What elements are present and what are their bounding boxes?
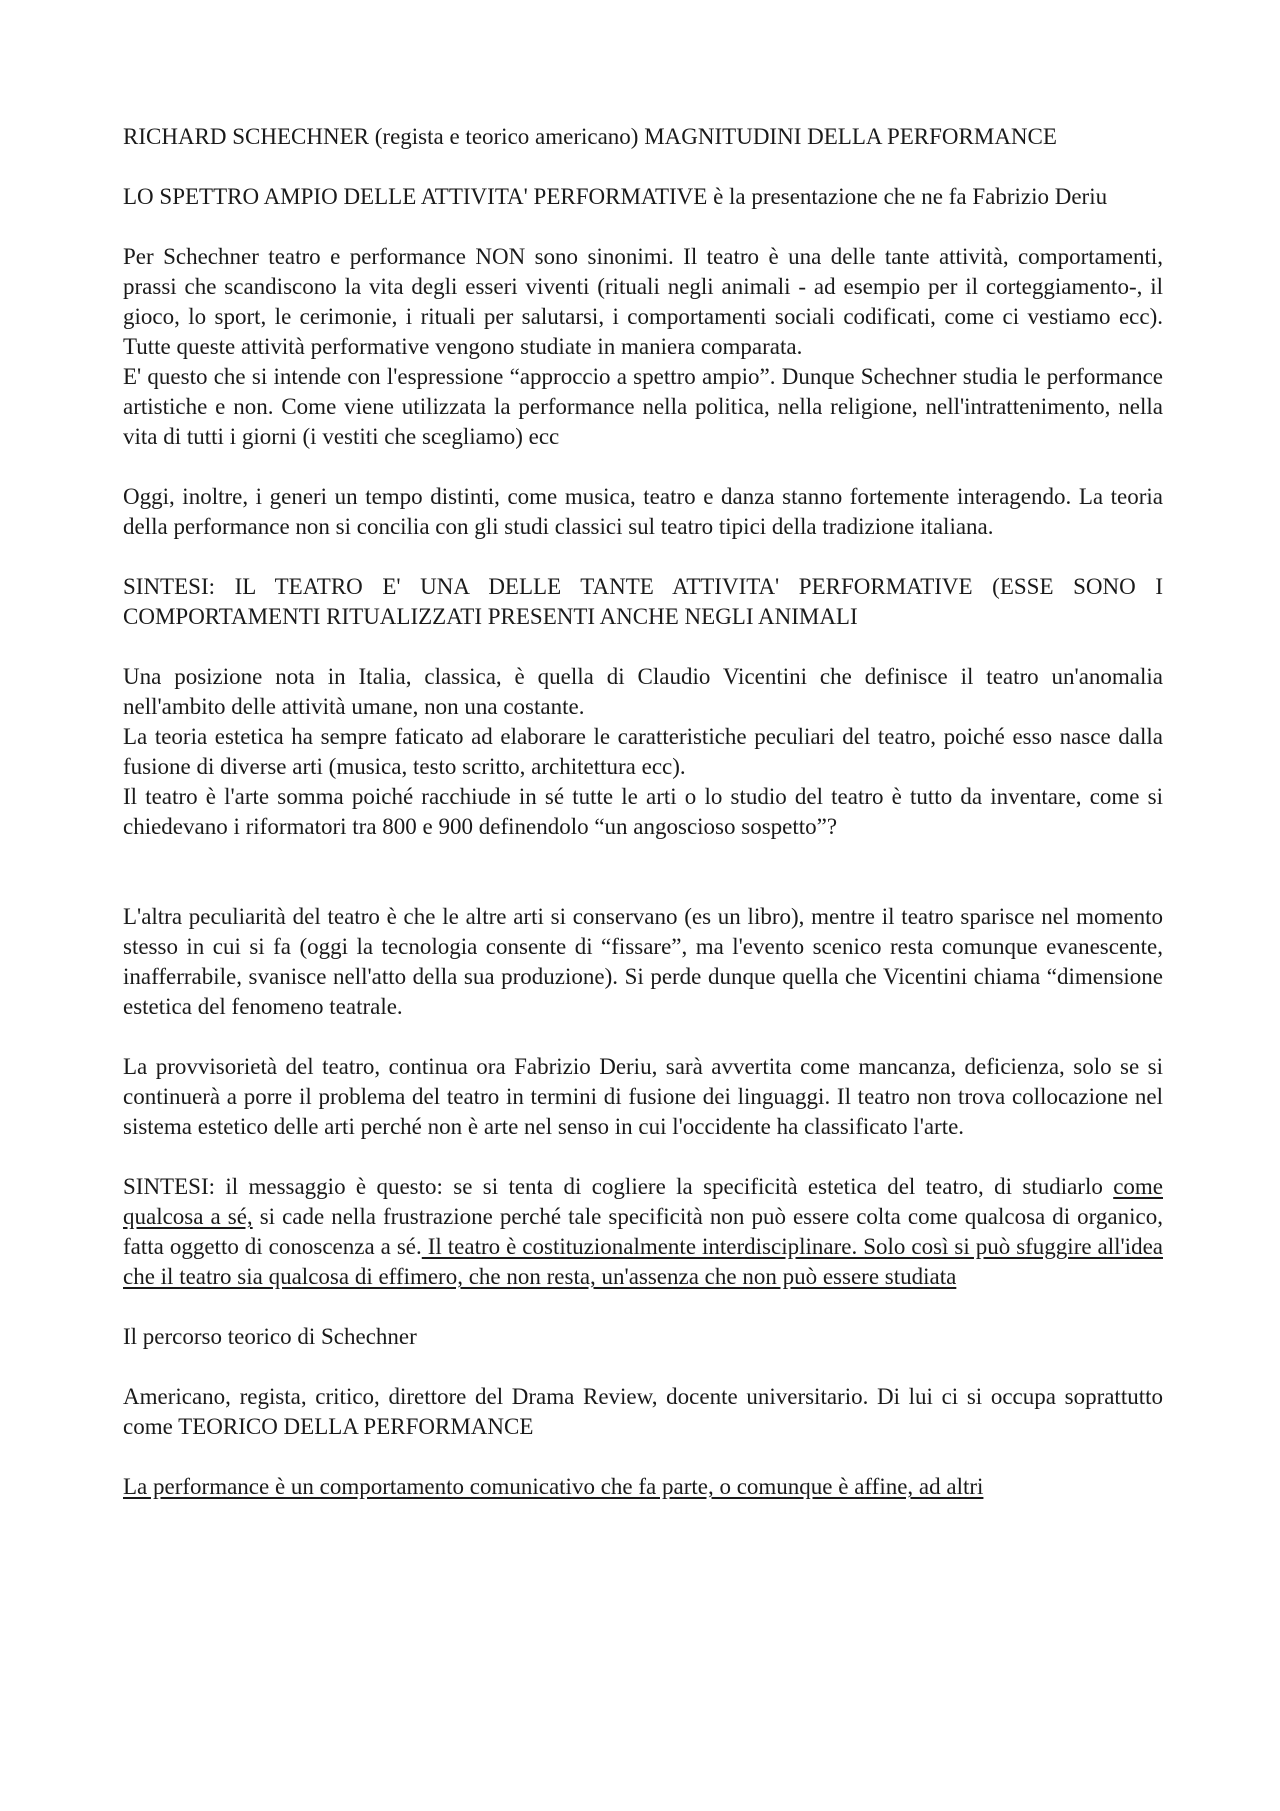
biography-paragraph: Americano, regista, critico, direttore del Drama Review, docente universitario. Di lui ci si occupa soprattutto come TEORICO DELLA PERFORMANCE xyxy=(123,1384,1163,1439)
peculiarity-paragraph: L'altra peculiarità del teatro è che le altre arti si conservano (es un libro), mentre il teatro sparisce nel momento stesso in cui si fa (oggi la tecnologia consente di “fissare”, ma l'evento scenico resta comunque evanescente, inafferrabile, svanisce nell'atto della sua produzione). Si perde dunque quella che Vicentini chiama “dimensione estetica del fenomeno teatrale. xyxy=(123,904,1163,1019)
title-paragraph: RICHARD SCHECHNER (regista e teorico americano) MAGNITUDINI DELLA PERFORMANCE xyxy=(123,124,1057,149)
theatre-art-paragraph: Il teatro è l'arte somma poiché racchiude in sé tutte le arti o lo studio del teatro è tutto da inventare, come si chiedevano i riformatori tra 800 e 900 definendolo “un angoscioso sospetto”? xyxy=(123,784,1163,839)
summary-2-start: SINTESI: il messaggio è questo: se si tenta di cogliere la specificità estetica del teatro, di studiarlo xyxy=(123,1174,1114,1199)
spectrum-paragraph: LO SPETTRO AMPIO DELLE ATTIVITA' PERFORMATIVE è la presentazione che ne fa Fabrizio Deriu xyxy=(123,184,1108,209)
section-heading: Il percorso teorico di Schechner xyxy=(123,1324,417,1349)
summary-1-paragraph: SINTESI: IL TEATRO E' UNA DELLE TANTE ATTIVITA' PERFORMATIVE (ESSE SONO I COMPORTAMENTI RITUALIZZATI PRESENTI ANCHE NEGLI ANIMALI xyxy=(123,574,1163,629)
vicentini-paragraph: Una posizione nota in Italia, classica, è quella di Claudio Vicentini che definisce il teatro un'anomalia nell'ambito delle attività umane, non una costante. xyxy=(123,664,1163,719)
provisional-paragraph: La provvisorietà del teatro, continua ora Fabrizio Deriu, sarà avvertita come mancanza, deficienza, solo se si continuerà a porre il problema del teatro in termini di fusione dei linguaggi. Il teatro non trova collocazione nel sistema estetico delle arti perché non è arte nel senso in cui l'occidente ha classificato l'arte. xyxy=(123,1054,1163,1139)
document-page xyxy=(123,122,1163,1532)
genres-paragraph: Oggi, inoltre, i generi un tempo distinti, come musica, teatro e danza stanno fortemente interagendo. La teoria della performance non si concilia con gli studi classici sul teatro tipici della tradizione italiana. xyxy=(123,484,1163,539)
summary-2-paragraph xyxy=(123,1172,1163,1292)
summary-2-underlined-1: come qualcosa a sé, xyxy=(123,1174,1163,1229)
aesthetic-theory-paragraph: La teoria estetica ha sempre faticato ad elaborare le caratteristiche peculiari del teatro, poiché esso nasce dalla fusione di diverse arti (musica, testo scritto, architettura ecc). xyxy=(123,724,1163,779)
spacer xyxy=(123,872,1163,902)
broad-spectrum-paragraph: E' questo che si intende con l'espressione “approccio a spettro ampio”. Dunque Schechner studia le performance artistiche e non. Come viene utilizzata la performance nella politica, nella religione, nell'intrattenimento, nella vita di tutti i giorni (i vestiti che scegliamo) ecc xyxy=(123,364,1163,449)
schechner-paragraph: Per Schechner teatro e performance NON sono sinonimi. Il teatro è una delle tante attività, comportamenti, prassi che scandiscono la vita degli esseri viventi (rituali negli animali - ad esempio per il corteggiamento-, il gioco, lo sport, le cerimonie, i rituali per salutarsi, i comportamenti sociali codificati, come ci vestiamo ecc). Tutte queste attività performative vengono studiate in maniera comparata. xyxy=(123,244,1163,359)
definition-paragraph: La performance è un comportamento comunicativo che fa parte, o comunque è affine, ad altri xyxy=(123,1474,984,1499)
summary-2-middle: si cade nella frustrazione perché tale specificità non può essere colta come qualcosa di organico, fatta oggetto di conoscenza a sé. xyxy=(123,1204,1163,1259)
summary-2-underlined-2: Il teatro è costituzionalmente interdisciplinare. Solo così si può sfuggire all'idea che il teatro sia qualcosa di effimero, che non resta, un'assenza che non può essere studiata xyxy=(123,1234,1163,1289)
